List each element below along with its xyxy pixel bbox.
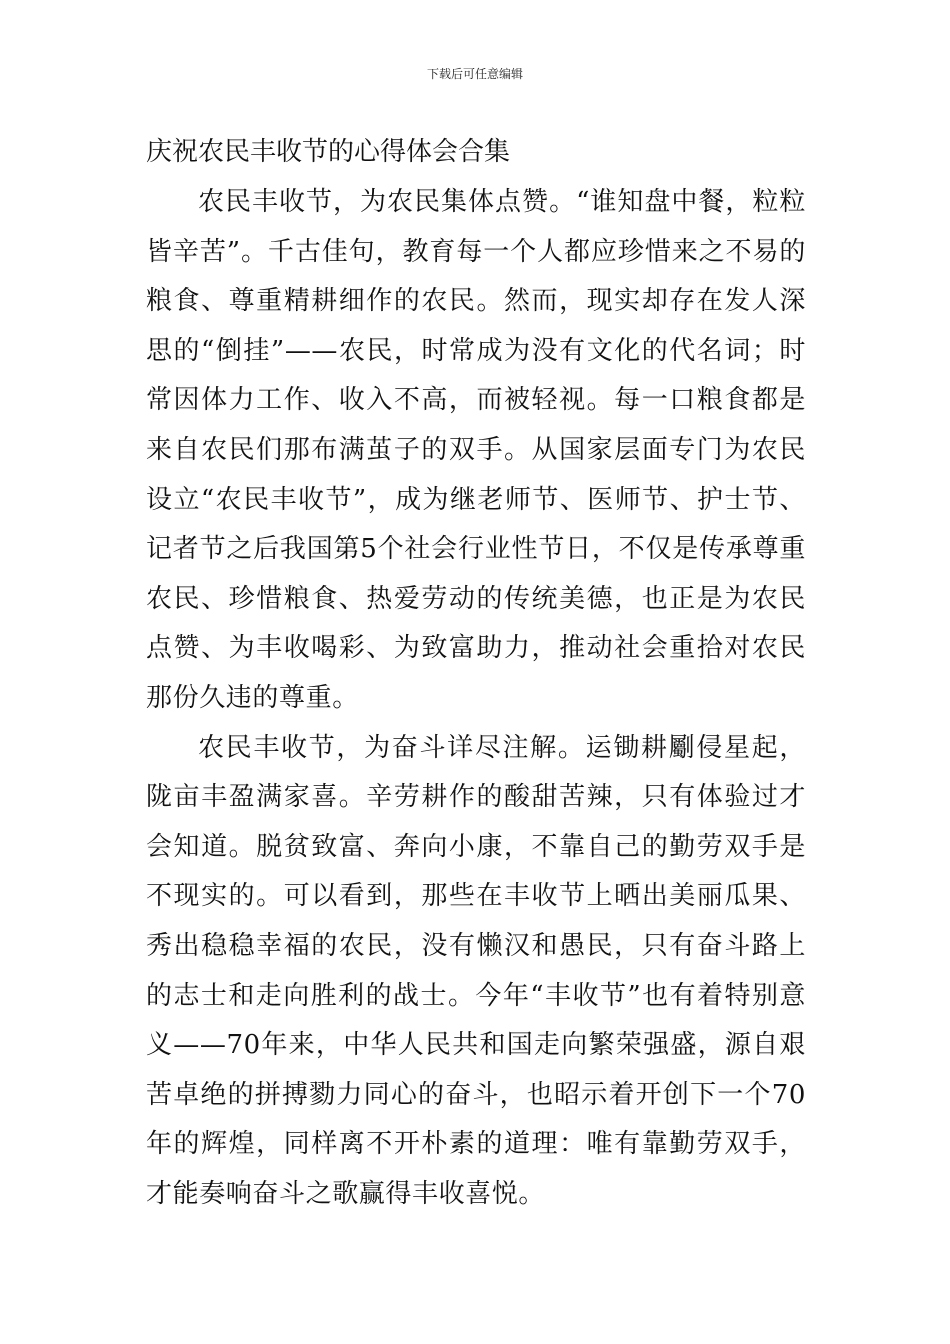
header-note: 下载后可任意编辑 [426, 67, 523, 81]
document-body [146, 178, 806, 1219]
paragraph-2: 农民丰收节，为奋斗详尽注解。运锄耕劚侵星起，陇亩丰盈满家喜。辛劳耕作的酸甜苦辣，只有体验过才会知道。脱贫致富、奔向小康，不靠自己的勤劳双手是不现实的。可以看到，那些在丰收节上晒出美丽瓜果、秀出稳稳幸福的农民，没有懒汉和愚民，只有奋斗路上的志士和走向胜利的战士。今年“丰收节”也有着特别意义——70年来，中华人民共和国走向繁荣强盛，源自艰苦卓绝的拼搏勠力同心的奋斗，也昭示着开创下一个70年的辉煌，同样离不开朴素的道理：唯有靠勤劳双手，才能奏响奋斗之歌赢得丰收喜悦。 [146, 732, 806, 1209]
document-title: 庆祝农民丰收节的心得体会合集 [146, 137, 511, 167]
paragraph-1: 农民丰收节，为农民集体点赞。“谁知盘中餐，粒粒皆辛苦”。千古佳句，教育每一个人都应珍惜来之不易的粮食、尊重精耕细作的农民。然而，现实却存在发人深思的“倒挂”——农民，时常成为没有文化的代名词；时常因体力工作、收入不高，而被轻视。每一口粮食都是来自农民们那布满茧子的双手。从国家层面专门为农民设立“农民丰收节”，成为继老师节、医师节、护士节、记者节之后我国第5个社会行业性节日，不仅是传承尊重农民、珍惜粮食、热爱劳动的传统美德，也正是为农民点赞、为丰收喝彩、为致富助力，推动社会重拾对农民那份久违的尊重。 [146, 187, 806, 713]
